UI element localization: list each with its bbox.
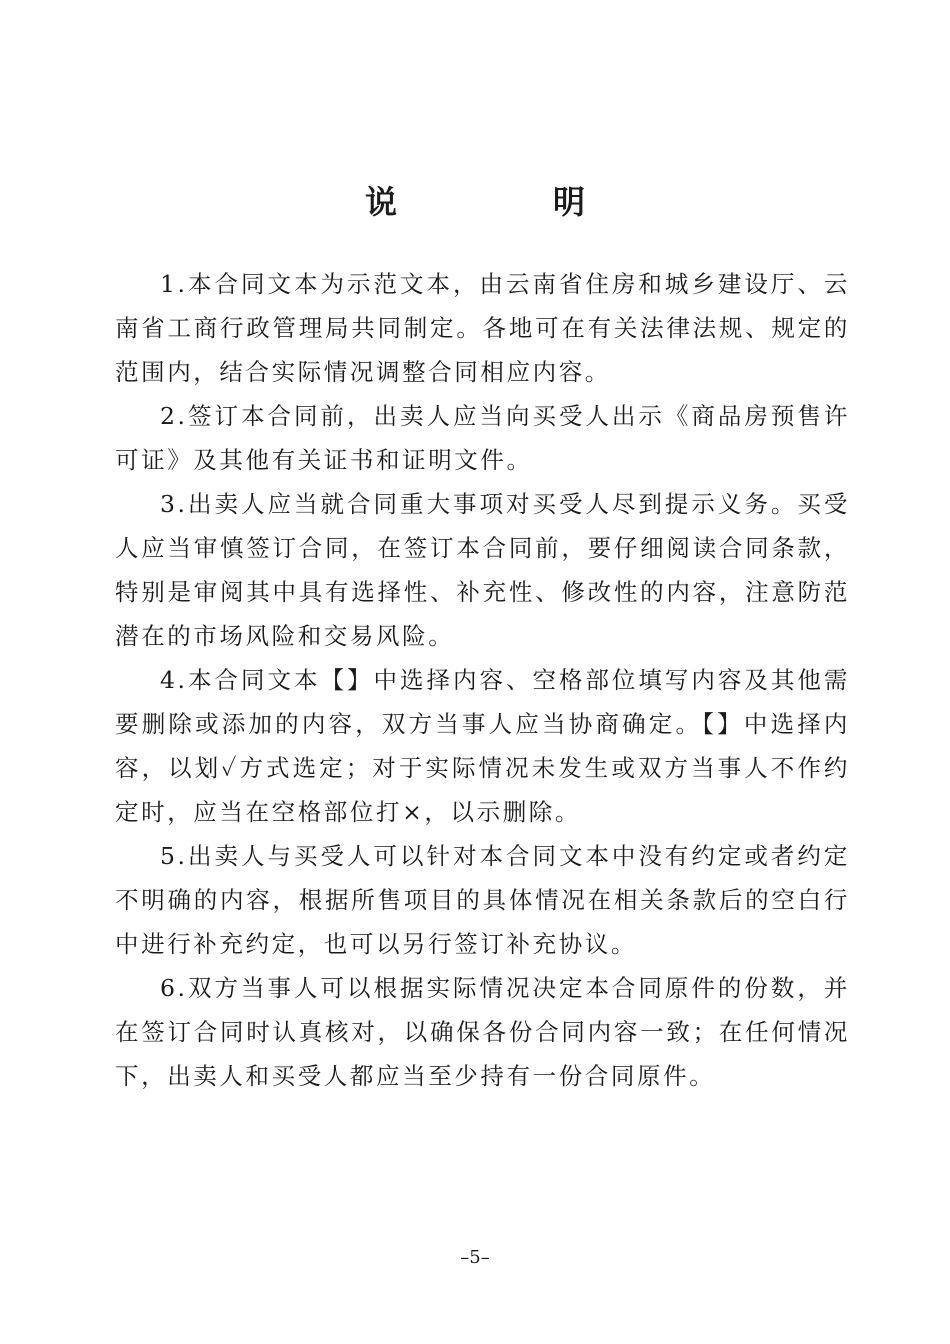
instruction-paragraph-3: 3.出卖人应当就合同重大事项对买受人尽到提示义务。买受人应当审慎签订合同，在签订本合同前，要仔细阅读合同条款，特别是审阅其中具有选择性、补充性、修改性的内容，注意防范潜在的市场风险和交易风险。: [115, 490, 850, 650]
page-number: –5–: [460, 1247, 490, 1268]
instructions-body: [115, 262, 850, 1098]
instruction-paragraph-6: 6.双方当事人可以根据实际情况决定本合同原件的份数，并在签订合同时认真核对，以确保各份合同内容一致；在任何情况下，出卖人和买受人都应当至少持有一份合同原件。: [115, 974, 850, 1090]
instruction-paragraph-4: 4.本合同文本【】中选择内容、空格部位填写内容及其他需要删除或添加的内容，双方当事人应当协商确定。【】中选择内容，以划✓方式选定；对于实际情况未发生或双方当事人不作约定时，应当在空格部位打×，以示删除。: [115, 666, 850, 826]
instruction-paragraph-5: 5.出卖人与买受人可以针对本合同文本中没有约定或者约定不明确的内容，根据所售项目的具体情况在相关条款后的空白行中进行补充约定，也可以另行签订补充协议。: [115, 842, 850, 958]
instruction-paragraph-2: 2.签订本合同前，出卖人应当向买受人出示《商品房预售许可证》及其他有关证书和证明文件。: [115, 402, 850, 474]
page-title: 说 明: [364, 183, 647, 221]
instruction-paragraph-1: 1.本合同文本为示范文本，由云南省住房和城乡建设厅、云南省工商行政管理局共同制定。各地可在有关法律法规、规定的范围内，结合实际情况调整合同相应内容。: [115, 270, 850, 386]
